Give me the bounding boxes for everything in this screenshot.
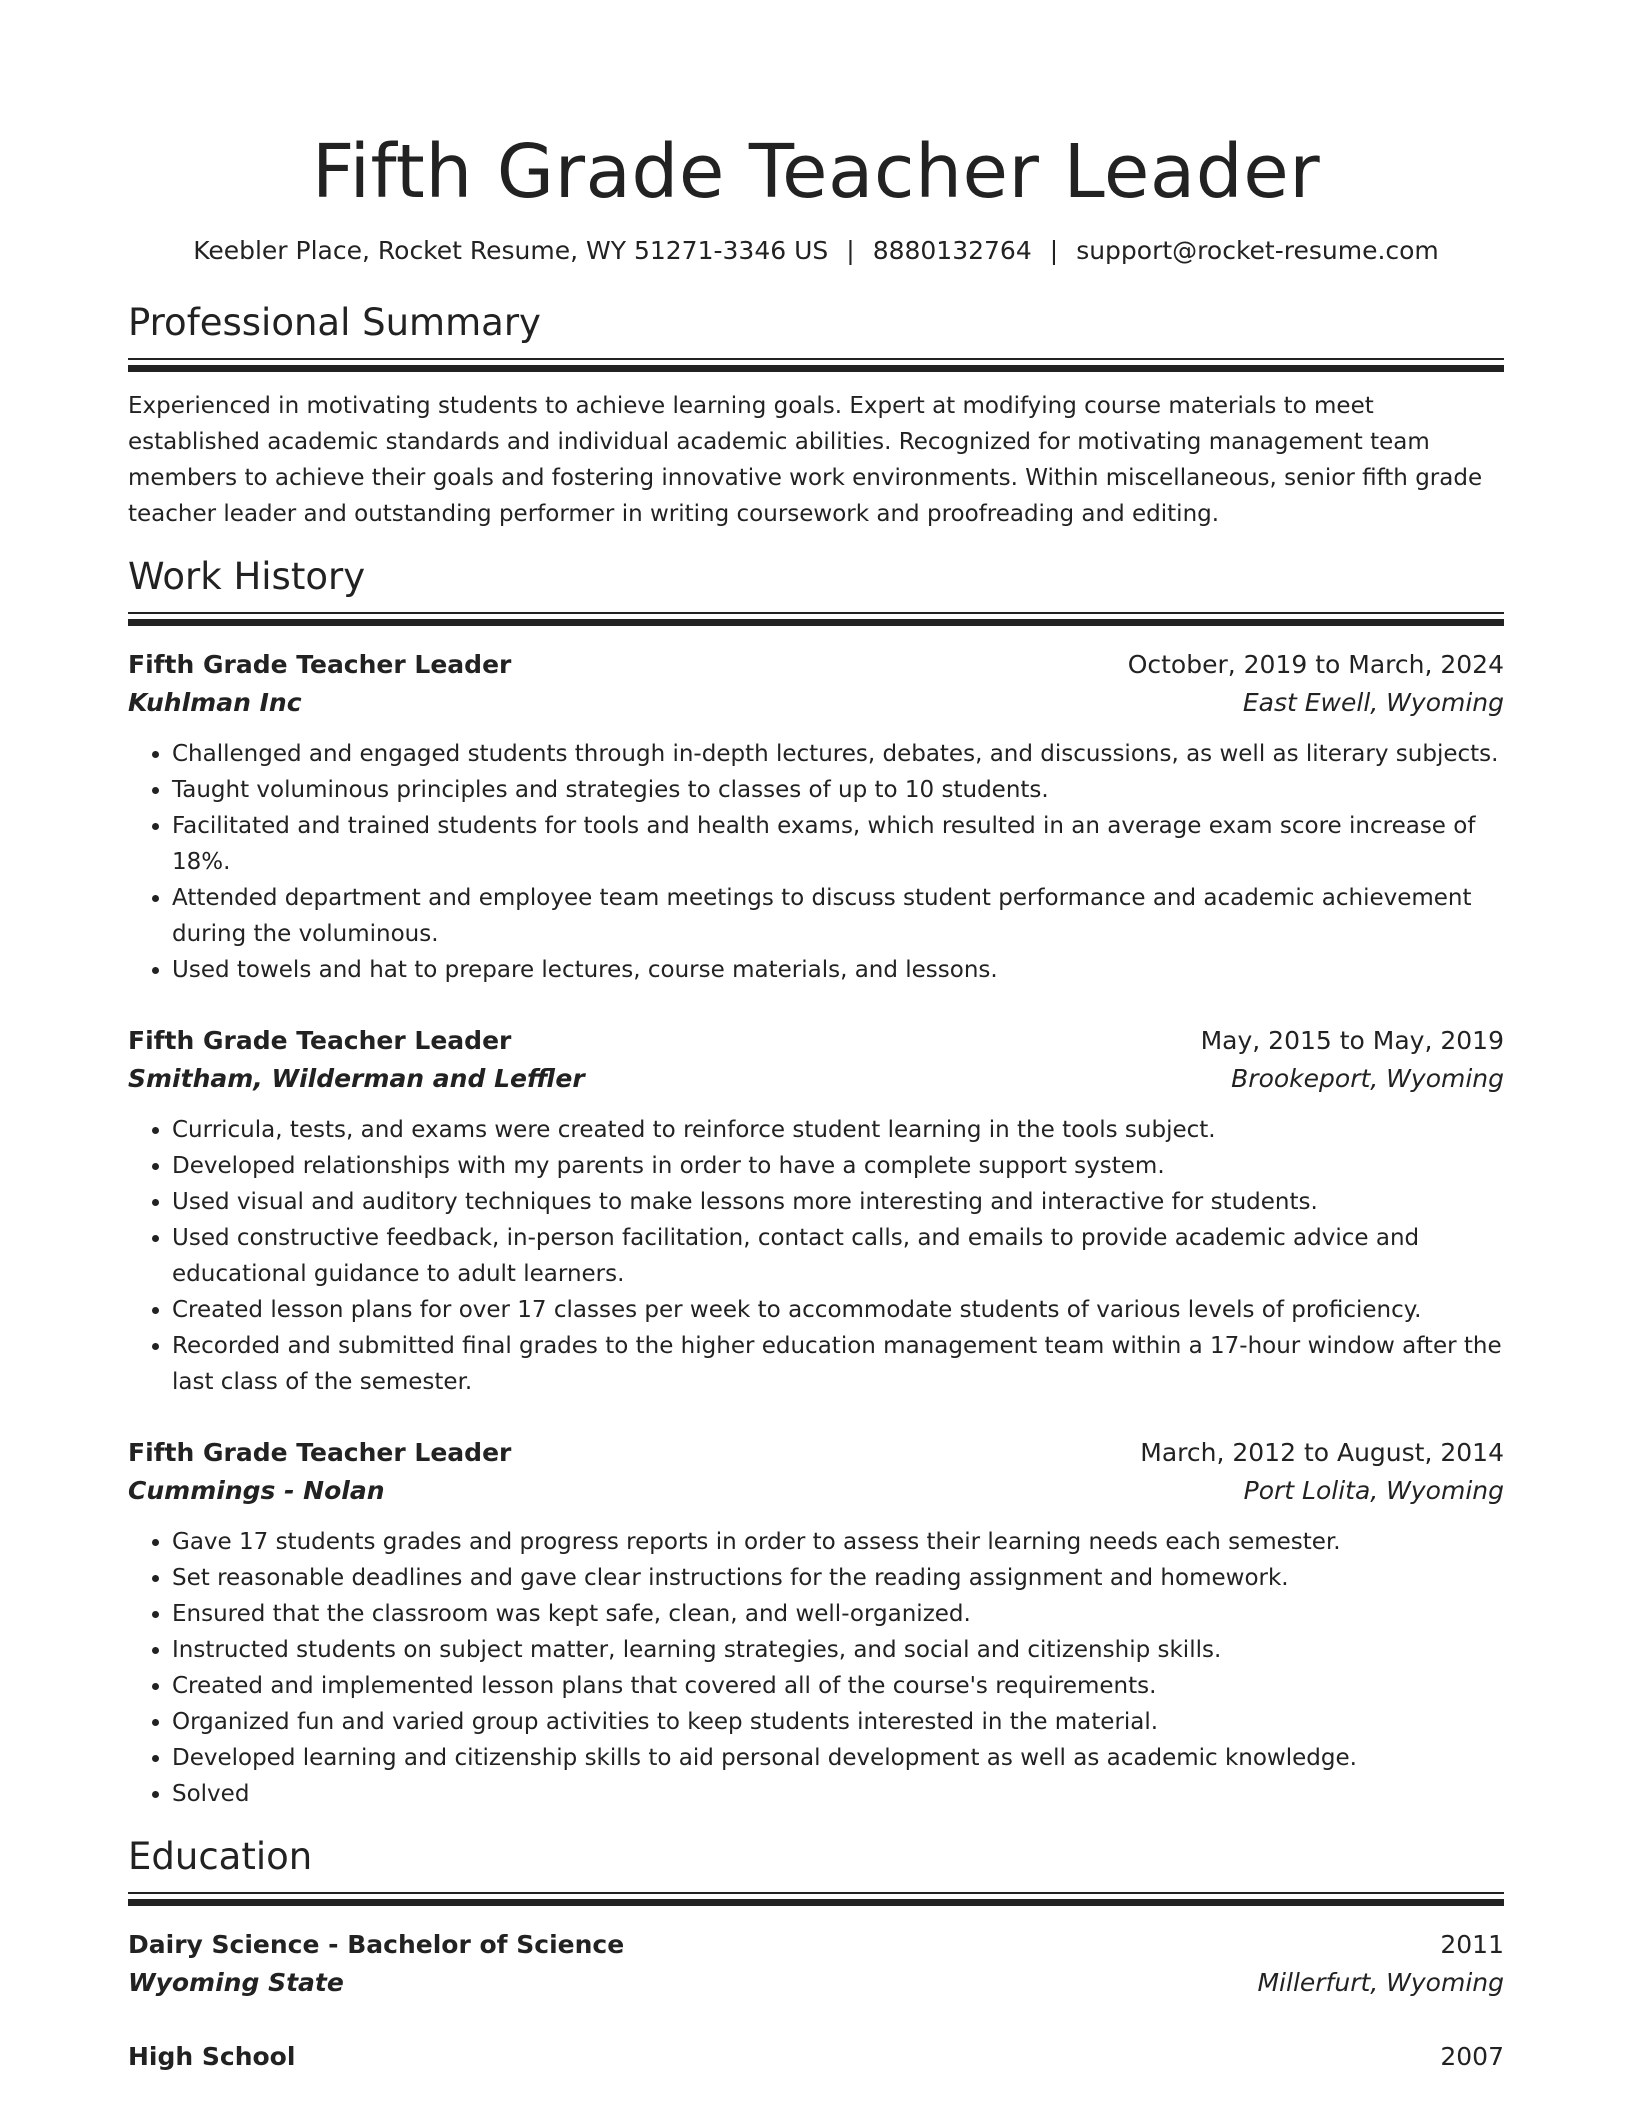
summary-section	[128, 300, 1504, 532]
job-bullet: • Used constructive feedback, in-person facilitation, contact calls, and emails to provide academic advice and educational guidance to adult learners.	[172, 1220, 1504, 1292]
job-bullet: • Developed learning and citizenship skills to aid personal development as well as academic knowledge.	[172, 1740, 1504, 1776]
job-location: Brookeport, Wyoming	[1231, 1064, 1504, 1093]
job-bullet: • Recorded and submitted final grades to the higher education management team within a 17-hour window after the last class of the semester.	[172, 1328, 1504, 1400]
contact-email: support@rocket-resume.com	[1076, 236, 1439, 265]
contact-separator: |	[846, 236, 855, 265]
job-bullet: • Created lesson plans for over 17 classes per week to accommodate students of various levels of proficiency.	[172, 1292, 1504, 1328]
job-bullet: • Taught voluminous principles and strategies to classes of up to 10 students.	[172, 772, 1504, 808]
job-bullet: • Gave 17 students grades and progress reports in order to assess their learning needs each semester.	[172, 1524, 1504, 1560]
education-year: 2011	[1440, 1930, 1504, 1959]
job-bullet: • Organized fun and varied group activities to keep students interested in the material.	[172, 1704, 1504, 1740]
section-title-summary: Professional Summary	[128, 301, 541, 344]
job-entry	[128, 646, 1504, 988]
job-company: Kuhlman Inc	[128, 688, 302, 717]
job-dates: May, 2015 to May, 2019	[1200, 1026, 1504, 1055]
job-bullets	[128, 1112, 1504, 1400]
contact-phone: 8880132764	[872, 236, 1032, 265]
job-company: Cummings - Nolan	[128, 1476, 385, 1505]
section-divider	[128, 1892, 1504, 1906]
resume-name: Fifth Grade Teacher Leader	[311, 129, 1321, 215]
job-entry	[128, 1022, 1504, 1400]
job-dates: October, 2019 to March, 2024	[1127, 650, 1504, 679]
contact-address: Keebler Place, Rocket Resume, WY 51271-3346 US	[193, 236, 829, 265]
job-bullet: • Set reasonable deadlines and gave clear instructions for the reading assignment and homework.	[172, 1560, 1504, 1596]
work-section	[128, 554, 1504, 1812]
job-bullet: • Created and implemented lesson plans that covered all of the course's requirements.	[172, 1668, 1504, 1704]
section-divider	[128, 358, 1504, 372]
job-dates: March, 2012 to August, 2014	[1140, 1438, 1504, 1467]
job-bullet: • Curricula, tests, and exams were created to reinforce student learning in the tools subject.	[172, 1112, 1504, 1148]
job-company: Smitham, Wilderman and Leffler	[128, 1064, 585, 1093]
contact-separator: |	[1049, 236, 1059, 265]
job-title: Fifth Grade Teacher Leader	[128, 650, 512, 679]
job-title: Fifth Grade Teacher Leader	[128, 1438, 512, 1467]
education-entry	[128, 1926, 1504, 2002]
education-degree: Dairy Science - Bachelor of Science	[128, 1930, 625, 1959]
job-bullet: • Used towels and hat to prepare lectures, course materials, and lessons.	[172, 952, 1504, 988]
section-divider	[128, 612, 1504, 626]
job-bullet: • Solved	[172, 1776, 1504, 1812]
job-bullet: • Challenged and engaged students through in-depth lectures, debates, and discussions, as well as literary subjects.	[172, 736, 1504, 772]
job-entry	[128, 1434, 1504, 1812]
education-section	[128, 1834, 1504, 2076]
education-location: Millerfurt, Wyoming	[1257, 1968, 1504, 1997]
job-bullet: • Developed relationships with my parents in order to have a complete support system.	[172, 1148, 1504, 1184]
section-title-education: Education	[128, 1835, 313, 1878]
resume-page	[128, 0, 1504, 2076]
job-title: Fifth Grade Teacher Leader	[128, 1026, 512, 1055]
job-location: Port Lolita, Wyoming	[1243, 1476, 1504, 1505]
job-bullet: • Facilitated and trained students for tools and health exams, which resulted in an average exam score increase of 18%.	[172, 808, 1504, 880]
job-bullet: • Attended department and employee team meetings to discuss student performance and academic achievement during the voluminous.	[172, 880, 1504, 952]
job-bullet: • Ensured that the classroom was kept safe, clean, and well-organized.	[172, 1596, 1504, 1632]
job-bullets	[128, 1524, 1504, 1812]
section-title-work: Work History	[128, 555, 366, 598]
job-location: East Ewell, Wyoming	[1242, 688, 1504, 717]
job-bullet: • Instructed students on subject matter, learning strategies, and social and citizenship skills.	[172, 1632, 1504, 1668]
education-school: Wyoming State	[128, 1968, 344, 1997]
contact-line	[128, 234, 1504, 268]
job-bullet: • Used visual and auditory techniques to make lessons more interesting and interactive for students.	[172, 1184, 1504, 1220]
education-year: 2007	[1440, 2042, 1504, 2071]
education-degree: High School	[128, 2042, 296, 2071]
job-bullets	[128, 736, 1504, 988]
summary-text: Experienced in motivating students to achieve learning goals. Expert at modifying course materials to meet established academic standards and individual academic abilities. Recognized for motivating management team members to achieve their goals and fostering innovative work environments. Within miscellaneous, senior fifth grade teacher leader and outstanding performer in writing coursework and proofreading and editing.	[128, 393, 1483, 527]
education-entry	[128, 2038, 1504, 2076]
